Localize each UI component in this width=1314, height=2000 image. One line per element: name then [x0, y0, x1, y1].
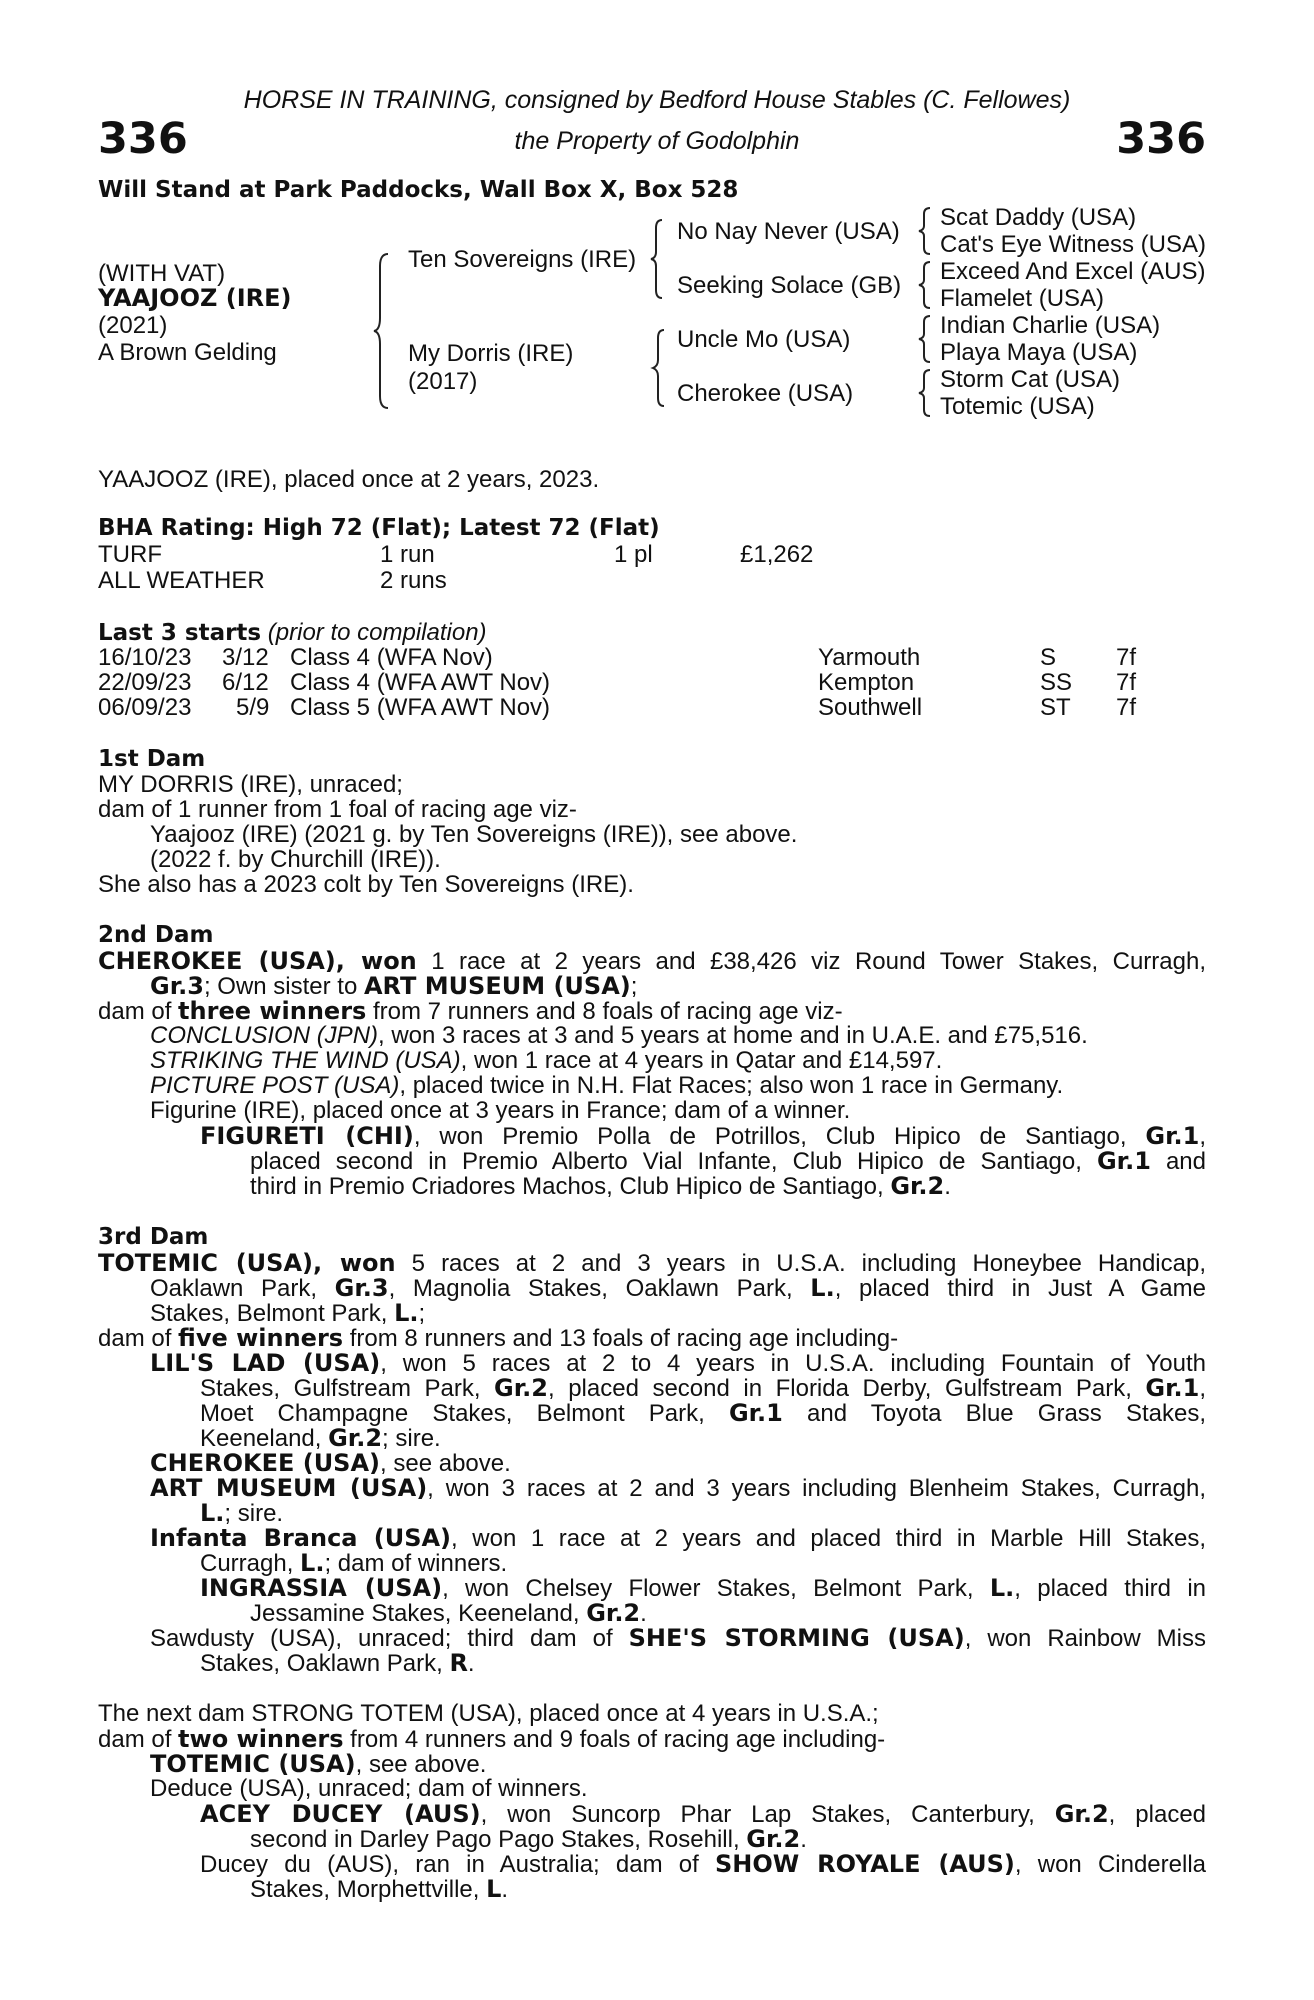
horse-name: YAAJOOZ (IRE)	[98, 284, 292, 312]
record-text: Stakes, Belmont Park,	[150, 1300, 395, 1327]
start-going: S	[1040, 644, 1057, 671]
punct: ;	[630, 973, 638, 1000]
record-text: second in Darley Pago Pago Stakes, Rosehill,	[250, 1826, 747, 1853]
sire: Ten Sovereigns (IRE)	[408, 246, 637, 273]
first-dam-line: MY DORRIS (IRE), unraced;	[98, 771, 403, 798]
start-date: 16/10/23	[98, 644, 192, 671]
start-distance: 7f	[1116, 694, 1137, 721]
first-dam-line: She also has a 2023 colt by Ten Sovereigns (IRE).	[98, 871, 634, 898]
punct: .	[467, 1650, 475, 1677]
rating-placed: 1 pl	[614, 541, 653, 568]
sire-sire: No Nay Never (USA)	[677, 218, 900, 245]
record-text: , won 1 race at 4 years in Qatar and £14,597.	[460, 1047, 943, 1074]
record-text: placed second in Premio Alberto Vial Infante, Club Hipico de Santiago,	[250, 1148, 1097, 1175]
horse-name: ART MUSEUM (USA)	[363, 972, 631, 1000]
winners-count: two winners	[178, 1725, 344, 1753]
third-dam-line	[200, 1649, 475, 1678]
winners-count: five winners	[178, 1324, 344, 1352]
second-dam-line	[150, 1072, 1063, 1100]
header-property: the Property of Godolphin	[514, 127, 800, 155]
record-text: ; sire.	[224, 1500, 284, 1527]
grade: Gr.1	[1145, 1374, 1200, 1402]
start-race: Class 5 (WFA AWT Nov)	[290, 694, 551, 721]
horse-name: LIL'S LAD (USA)	[150, 1349, 381, 1377]
bha-rating: BHA Rating: High 72 (Flat); Latest 72 (Flat)	[98, 515, 660, 541]
horse-name: TOTEMIC (USA)	[98, 1249, 313, 1277]
horse-description: A Brown Gelding	[98, 339, 277, 366]
record-text: ; dam of winners.	[324, 1550, 508, 1577]
grade: Gr.2	[494, 1374, 548, 1402]
horse-name: PICTURE POST (USA)	[150, 1072, 400, 1099]
record-text: , won 3 races at 2 and 3 years including Blenheim Stakes, Curragh,	[427, 1475, 1206, 1502]
lot-number-left: 336	[98, 114, 188, 164]
second-dam-line	[150, 1022, 1088, 1050]
record-text: Stakes, Morphettville,	[250, 1876, 487, 1903]
record-text: , placed third in	[1014, 1575, 1206, 1602]
record-text: , won 1 race at 2 years and placed third in Marble Hill Stakes,	[451, 1525, 1207, 1552]
last-starts-title: Last 3 starts	[98, 620, 262, 646]
start-course: Yarmouth	[818, 644, 921, 671]
record-text: , Magnolia Stakes, Oaklawn Park,	[388, 1275, 811, 1302]
record-text: Oaklawn Park,	[150, 1275, 335, 1302]
record-text: Moet Champagne Stakes, Belmont Park,	[200, 1400, 729, 1427]
record-text: , won Premio Polla de Potrillos, Club Hipico de Santiago,	[413, 1123, 1146, 1150]
punct: .	[800, 1826, 807, 1853]
punct: ,	[1199, 1375, 1207, 1402]
record-text: Keeneland,	[200, 1425, 329, 1452]
record-text: Sawdusty (USA), unraced; third dam of	[150, 1625, 629, 1652]
punct: ;	[418, 1300, 426, 1327]
rating-runs: 1 run	[380, 541, 435, 568]
grandparent-1: Scat Daddy (USA)	[940, 204, 1137, 231]
race-summary: YAAJOOZ (IRE), placed once at 2 years, 2023.	[98, 466, 600, 493]
record-text: dam of	[98, 1726, 179, 1753]
start-position: 6/12	[222, 669, 269, 696]
rating-surface: TURF	[98, 541, 162, 568]
grade: Gr.2	[328, 1424, 383, 1452]
pedigree-brace-1	[372, 252, 392, 410]
third-dam-line	[150, 1474, 1206, 1503]
grandparent-6: Playa Maya (USA)	[940, 339, 1138, 366]
grade: Gr.3	[150, 972, 204, 1000]
grandparent-7: Storm Cat (USA)	[940, 366, 1121, 393]
second-dam-heading: 2nd Dam	[98, 922, 214, 948]
last-starts-note: (prior to compilation)	[267, 619, 487, 646]
winners-count: three winners	[178, 997, 367, 1025]
record-text: 5 races at 2 and 3 years in U.S.A. including Honeybee Handicap,	[395, 1250, 1207, 1277]
start-race: Class 4 (WFA Nov)	[290, 644, 493, 671]
record-text: , placed second in Florida Derby, Gulfstream Park,	[547, 1375, 1146, 1402]
first-dam-heading: 1st Dam	[98, 746, 206, 772]
first-dam-line: Yaajooz (IRE) (2021 g. by Ten Sovereigns (IRE)), see above.	[150, 821, 798, 848]
vat-note: (WITH VAT)	[98, 260, 226, 287]
first-dam-line: dam of 1 runner from 1 foal of racing age viz-	[98, 796, 577, 823]
pedigree-brace-7	[918, 368, 932, 418]
grade: Gr.1	[1096, 1147, 1151, 1175]
record-text: and	[1150, 1148, 1207, 1175]
record-text: dam of	[98, 1325, 179, 1352]
start-going: ST	[1040, 694, 1071, 721]
record-text: Stakes, Oaklawn Park,	[200, 1650, 450, 1677]
lot-number-right: 336	[1116, 114, 1206, 164]
start-distance: 7f	[1116, 644, 1137, 671]
grade: Gr.2	[890, 1172, 945, 1200]
record-text: , won Cinderella	[1014, 1851, 1207, 1878]
grandparent-2: Cat's Eye Witness (USA)	[940, 231, 1206, 258]
record-text: ; sire.	[382, 1425, 441, 1452]
start-position: 3/12	[222, 644, 269, 671]
horse-name: TOTEMIC (USA)	[150, 1750, 356, 1778]
next-dam-line: Deduce (USA), unraced; dam of winners.	[150, 1775, 588, 1802]
horse-name: STRIKING THE WIND (USA)	[150, 1047, 461, 1074]
record-text: from 8 runners and 13 foals of racing age including-	[343, 1325, 899, 1352]
rating-surface: ALL WEATHER	[98, 567, 265, 594]
horse-name: ART MUSEUM (USA)	[150, 1474, 428, 1502]
horse-year: (2021)	[98, 312, 168, 339]
record-text: , won 3 races at 3 and 5 years at home and in U.A.E. and £75,516.	[378, 1022, 1088, 1049]
grade: Gr.1	[728, 1399, 783, 1427]
horse-name: FIGURETI (CHI)	[200, 1122, 414, 1150]
record-text: ; Own sister to	[203, 973, 364, 1000]
listed-mark: L.	[394, 1299, 419, 1327]
start-distance: 7f	[1116, 669, 1137, 696]
horse-name: CHEROKEE (USA)	[150, 1449, 381, 1477]
next-dam-line	[250, 1875, 508, 1904]
start-race: Class 4 (WFA AWT Nov)	[290, 669, 551, 696]
start-going: SS	[1040, 669, 1073, 696]
record-text: 1 race at 2 years and £38,426 viz Round Tower Stakes, Curragh,	[416, 948, 1207, 975]
record-text: Jessamine Stakes, Keeneland,	[250, 1600, 587, 1627]
grade: Gr.3	[334, 1274, 389, 1302]
record-text: , won Chelsey Flower Stakes, Belmont Park,	[442, 1575, 990, 1602]
listed-mark: L.	[200, 1499, 225, 1527]
sire-dam: Seeking Solace (GB)	[677, 272, 902, 299]
listed-mark: L	[486, 1875, 502, 1903]
pedigree-brace-2	[650, 218, 664, 300]
next-dam-line: The next dam STRONG TOTEM (USA), placed once at 4 years in U.S.A.;	[98, 1700, 879, 1727]
record-text: , won 5 races at 2 to 4 years in U.S.A. including Fountain of Youth	[380, 1350, 1207, 1377]
grandparent-4: Flamelet (USA)	[940, 285, 1105, 312]
horse-name: SHOW ROYALE (AUS)	[714, 1850, 1015, 1878]
rating-runs: 2 runs	[380, 567, 447, 594]
header-consignor: HORSE IN TRAINING, consigned by Bedford House Stables (C. Fellowes)	[243, 86, 1071, 114]
record-text: from 4 runners and 9 foals of racing age including-	[343, 1726, 886, 1753]
grandparent-3: Exceed And Excel (AUS)	[940, 258, 1206, 285]
record-text: Stakes, Gulfstream Park,	[200, 1375, 495, 1402]
grade: Gr.1	[1145, 1122, 1200, 1150]
horse-name: CHEROKEE (USA)	[98, 947, 336, 975]
record-text: Ducey du (AUS), ran in Australia; dam of	[200, 1851, 715, 1878]
grade: Gr.2	[586, 1599, 641, 1627]
pedigree-brace-3	[652, 328, 666, 408]
punct: ,	[1199, 1123, 1206, 1150]
grade: Gr.2	[1054, 1800, 1109, 1828]
record-text: dam of	[98, 998, 179, 1025]
dam-sire: Uncle Mo (USA)	[677, 326, 851, 353]
dam-year: (2017)	[408, 368, 478, 395]
punct: .	[640, 1600, 647, 1627]
start-date: 06/09/23	[98, 694, 192, 721]
horse-name: CONCLUSION (JPN)	[150, 1022, 379, 1049]
record-text: , won Rainbow Miss	[964, 1625, 1206, 1652]
horse-name: Infanta Branca (USA)	[150, 1524, 452, 1552]
stand-location: Will Stand at Park Paddocks, Wall Box X, Box 528	[98, 177, 739, 203]
pedigree-brace-4	[918, 206, 932, 256]
horse-name: ACEY DUCEY (AUS)	[200, 1800, 481, 1828]
record-text: from 7 runners and 8 foals of racing age viz-	[366, 998, 843, 1025]
record-text: and Toyota Blue Grass Stakes,	[782, 1400, 1206, 1427]
start-position: 5/9	[236, 694, 270, 721]
rating-earnings: £1,262	[740, 541, 814, 568]
grade: Gr.2	[746, 1825, 801, 1853]
first-dam-line: (2022 f. by Churchill (IRE)).	[150, 846, 441, 873]
record-text: third in Premio Criadores Machos, Club Hipico de Santiago,	[250, 1173, 891, 1200]
record-text: , won Suncorp Phar Lap Stakes, Canterbury,	[480, 1801, 1055, 1828]
listed-mark: L.	[810, 1274, 835, 1302]
third-dam-heading: 3rd Dam	[98, 1224, 209, 1250]
pedigree-brace-5	[918, 260, 932, 310]
record-text: , placed third in Just A Game	[834, 1275, 1206, 1302]
horse-name: SHE'S STORMING (USA)	[628, 1624, 965, 1652]
record-text: , see above.	[380, 1450, 511, 1477]
horse-name: INGRASSIA (USA)	[200, 1574, 443, 1602]
dam: My Dorris (IRE)	[408, 340, 574, 367]
second-dam-line	[250, 1172, 951, 1201]
grandparent-5: Indian Charlie (USA)	[940, 312, 1161, 339]
won-label: , won	[313, 1249, 396, 1277]
last-starts-heading	[98, 619, 487, 647]
start-course: Kempton	[818, 669, 915, 696]
pedigree-brace-6	[918, 314, 932, 364]
won-label: , won	[335, 947, 417, 975]
restricted-mark: R	[449, 1649, 468, 1677]
punct: .	[944, 1173, 951, 1200]
listed-mark: L.	[300, 1549, 325, 1577]
record-text: Curragh,	[200, 1550, 301, 1577]
second-dam-line	[150, 1047, 942, 1075]
second-dam-line: Figurine (IRE), placed once at 3 years in France; dam of a winner.	[150, 1097, 851, 1124]
punct: .	[501, 1876, 509, 1903]
record-text: , see above.	[355, 1751, 487, 1778]
grandparent-8: Totemic (USA)	[940, 393, 1095, 420]
listed-mark: L.	[989, 1574, 1015, 1602]
start-date: 22/09/23	[98, 669, 192, 696]
record-text: , placed	[1108, 1801, 1207, 1828]
record-text: , placed twice in N.H. Flat Races; also won 1 race in Germany.	[399, 1072, 1064, 1099]
dam-dam: Cherokee (USA)	[677, 380, 854, 407]
start-course: Southwell	[818, 694, 923, 721]
